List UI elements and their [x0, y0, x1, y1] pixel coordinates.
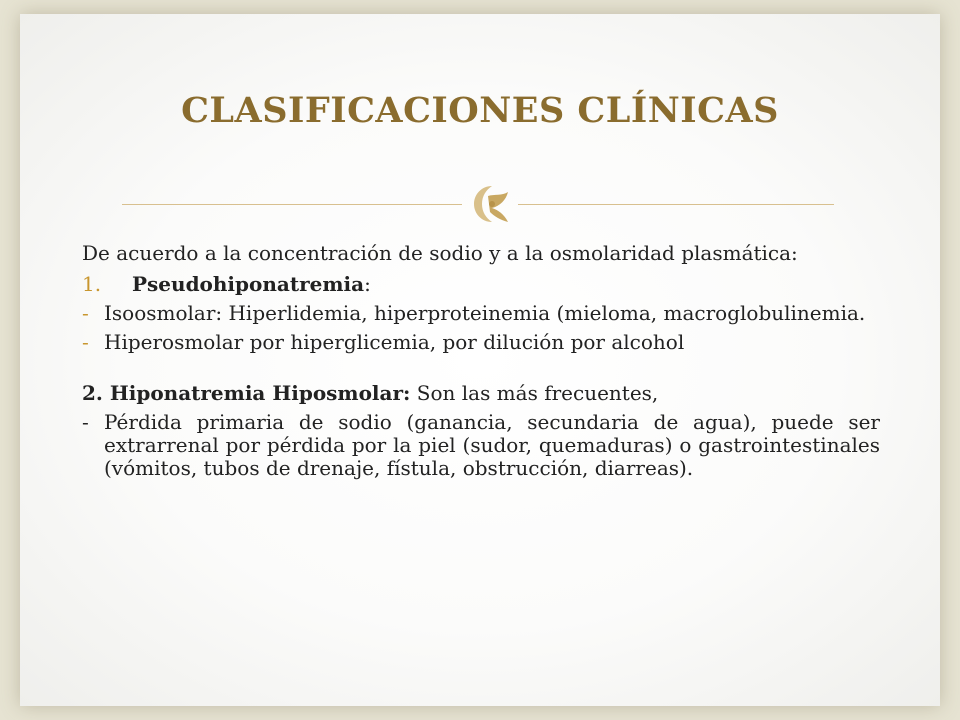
spacer	[82, 360, 880, 382]
item-heading	[132, 273, 371, 296]
slide	[20, 14, 940, 706]
bullet-marker: -	[82, 330, 89, 354]
section-2-heading	[82, 382, 880, 405]
item-heading-suffix: :	[364, 272, 371, 296]
numbered-item-1	[82, 273, 880, 296]
list-item-text: Hiperosmolar por hiperglicemia, por dilución por alcohol	[104, 330, 685, 354]
list-item	[82, 411, 880, 480]
slide-title: CLASIFICACIONES CLÍNICAS	[181, 90, 779, 131]
section-2-label: 2. Hiponatremia Hiposmolar:	[82, 381, 411, 405]
bullet-marker: -	[82, 301, 89, 325]
section-2-text: Son las más frecuentes,	[410, 381, 659, 405]
item-heading-label: Pseudohiponatremia	[132, 272, 365, 296]
title-divider-right	[518, 204, 834, 205]
fleuron-ornament-icon	[468, 182, 516, 228]
slide-body	[82, 242, 880, 486]
item-number: 1.	[82, 272, 102, 296]
list-item	[82, 302, 880, 325]
title-divider-left	[122, 204, 462, 205]
list-item-text: Pérdida primaria de sodio (ganancia, secundaria de agua), puede ser extrarrenal por pérdida por la piel (sudor, quemaduras) o gastrointestinales (vómitos, tubos de drenaje, fístula, obstrucción, diarreas).	[104, 410, 880, 480]
list-item-text: Isoosmolar: Hiperlidemia, hiperproteinemia (mieloma, macroglobulinemia.	[104, 301, 866, 325]
bullet-marker: -	[82, 410, 89, 434]
list-item	[82, 331, 880, 354]
intro-paragraph: De acuerdo a la concentración de sodio y a la osmolaridad plasmática:	[82, 241, 798, 265]
